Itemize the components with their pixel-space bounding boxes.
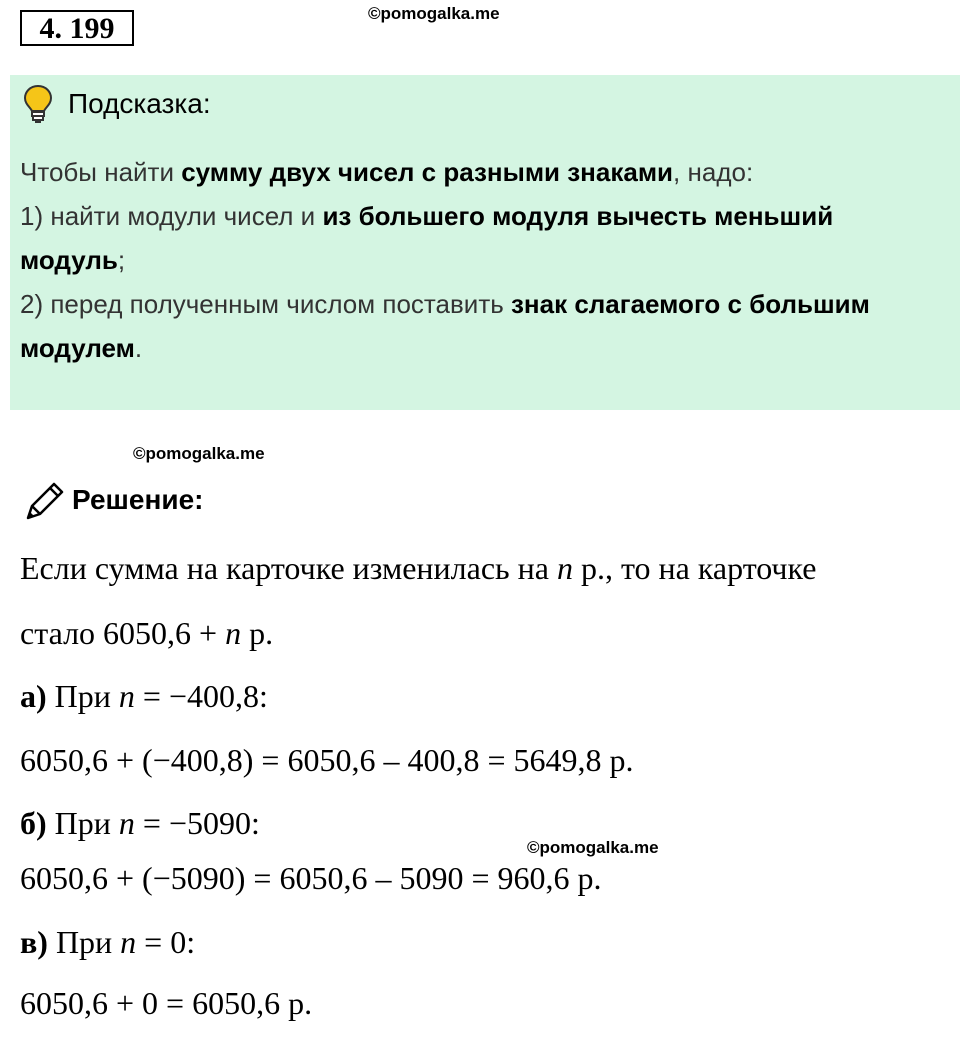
solution-intro-line-2: стало 6050,6 + n р. (20, 615, 274, 651)
lightbulb-icon (22, 84, 54, 124)
problem-number: 4. 199 (20, 10, 134, 46)
hint-paragraph-1: Чтобы найти сумму двух чисел с разными знаками, надо: (20, 157, 754, 187)
solution-title: Решение: (72, 484, 204, 515)
pencil-icon (22, 480, 66, 524)
watermark: ©pomogalka.me (368, 4, 500, 23)
part-c-calculation: 6050,6 + 0 = 6050,6 р. (20, 985, 313, 1021)
watermark: ©pomogalka.me (133, 444, 265, 463)
watermark: ©pomogalka.me (527, 838, 659, 857)
hint-paragraph-3: 2) перед полученным числом поставить знак слагаемого с большим модулем. (20, 289, 870, 363)
part-a-condition: а) При n = −400,8: (20, 678, 268, 714)
part-b-condition: б) При n = −5090: (20, 805, 260, 841)
hint-text (20, 150, 940, 370)
part-b-calculation: 6050,6 + (−5090) = 6050,6 – 5090 = 960,6 р. (20, 860, 602, 896)
part-a-calculation: 6050,6 + (−400,8) = 6050,6 – 400,8 = 5649,8 р. (20, 742, 634, 778)
hint-title: Подсказка: (68, 88, 211, 119)
part-c-condition: в) При n = 0: (20, 924, 196, 960)
hint-paragraph-2: 1) найти модули чисел и из большего модуля вычесть меньший модуль; (20, 201, 834, 275)
solution-intro-line-1: Если сумма на карточке изменилась на n р., то на карточке (20, 550, 817, 586)
